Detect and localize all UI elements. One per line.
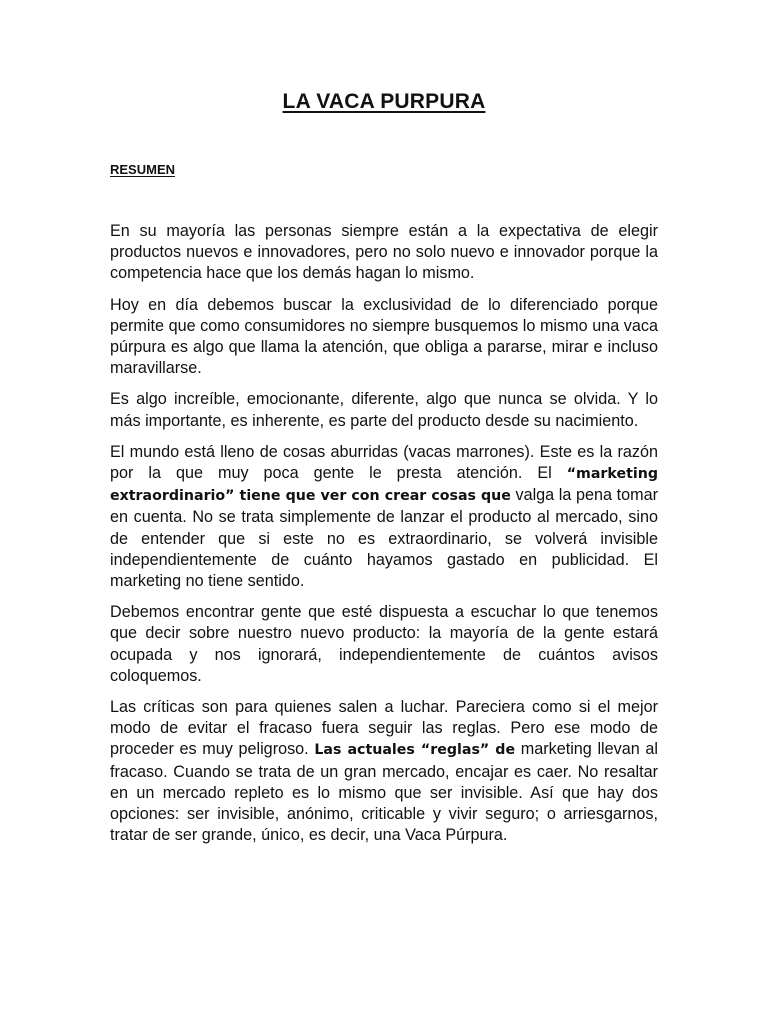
paragraph-4-text-end: valga la pena tomar en cuenta. No se trata simplemente de lanzar el producto al mercado, sino de entender que si este no es extraordinario, se volverá invisible independientemente de cuánto hayamos gastado en publicidad. El marketing no tiene sentido. xyxy=(110,486,658,591)
paragraph-4-bold-text: “marketing extraordinario” tiene que ver con crear cosas que xyxy=(110,466,658,505)
paragraph-6-bold-text: Las actuales “reglas” de xyxy=(314,742,516,759)
paragraph-6-text-end: marketing llevan al fracaso. Cuando se trata de un gran mercado, encajar es caer. No resaltar en un mercado repleto es lo mismo que ser invisible. Así que hay dos opciones: ser invisible, anónimo, criticable y vivir seguro; o arriesgarnos, tratar de ser grande, único, es decir, una Vaca Púrpura. xyxy=(110,740,658,845)
section-heading: RESUMEN xyxy=(110,162,176,177)
paragraph-6 xyxy=(110,697,658,846)
paragraph-4-text-start: El mundo está lleno de cosas aburridas (vacas marrones). Este es la razón por la que muy poca gente le presta atención. El xyxy=(110,442,658,483)
paragraph-6-text-start: Las críticas son para quienes salen a luchar. Pareciera como si el mejor modo de evitar el fracaso fuera seguir las reglas. Pero ese modo de proceder es muy peligroso. xyxy=(110,698,658,759)
paragraph-5: Debemos encontrar gente que esté dispuesta a escuchar lo que tenemos que decir sobre nuestro nuevo producto: la mayoría de la gente estará ocupada y nos ignorará, independientemente de cuántos avisos coloquemos. xyxy=(110,603,658,685)
document-title-text: LA VACA PURPURA xyxy=(282,90,486,113)
paragraph-2: Hoy en día debemos buscar la exclusividad de lo diferenciado porque permite que como consumidores no siempre busquemos lo mismo una vaca púrpura es algo que llama la atención, que obliga a pararse, mirar e incluso maravillarse. xyxy=(110,295,658,378)
document-body xyxy=(110,221,658,856)
paragraph-4 xyxy=(110,442,658,592)
paragraph-1: En su mayoría las personas siempre están a la expectativa de elegir productos nuevos e innovadores, pero no solo nuevo e innovador porque la competencia hace que los demás hagan lo mismo. xyxy=(110,222,658,283)
document-title xyxy=(0,90,768,114)
paragraph-3: Es algo increíble, emocionante, diferente, algo que nunca se olvida. Y lo más importante, es inherente, es parte del producto desde su nacimiento. xyxy=(110,390,658,430)
